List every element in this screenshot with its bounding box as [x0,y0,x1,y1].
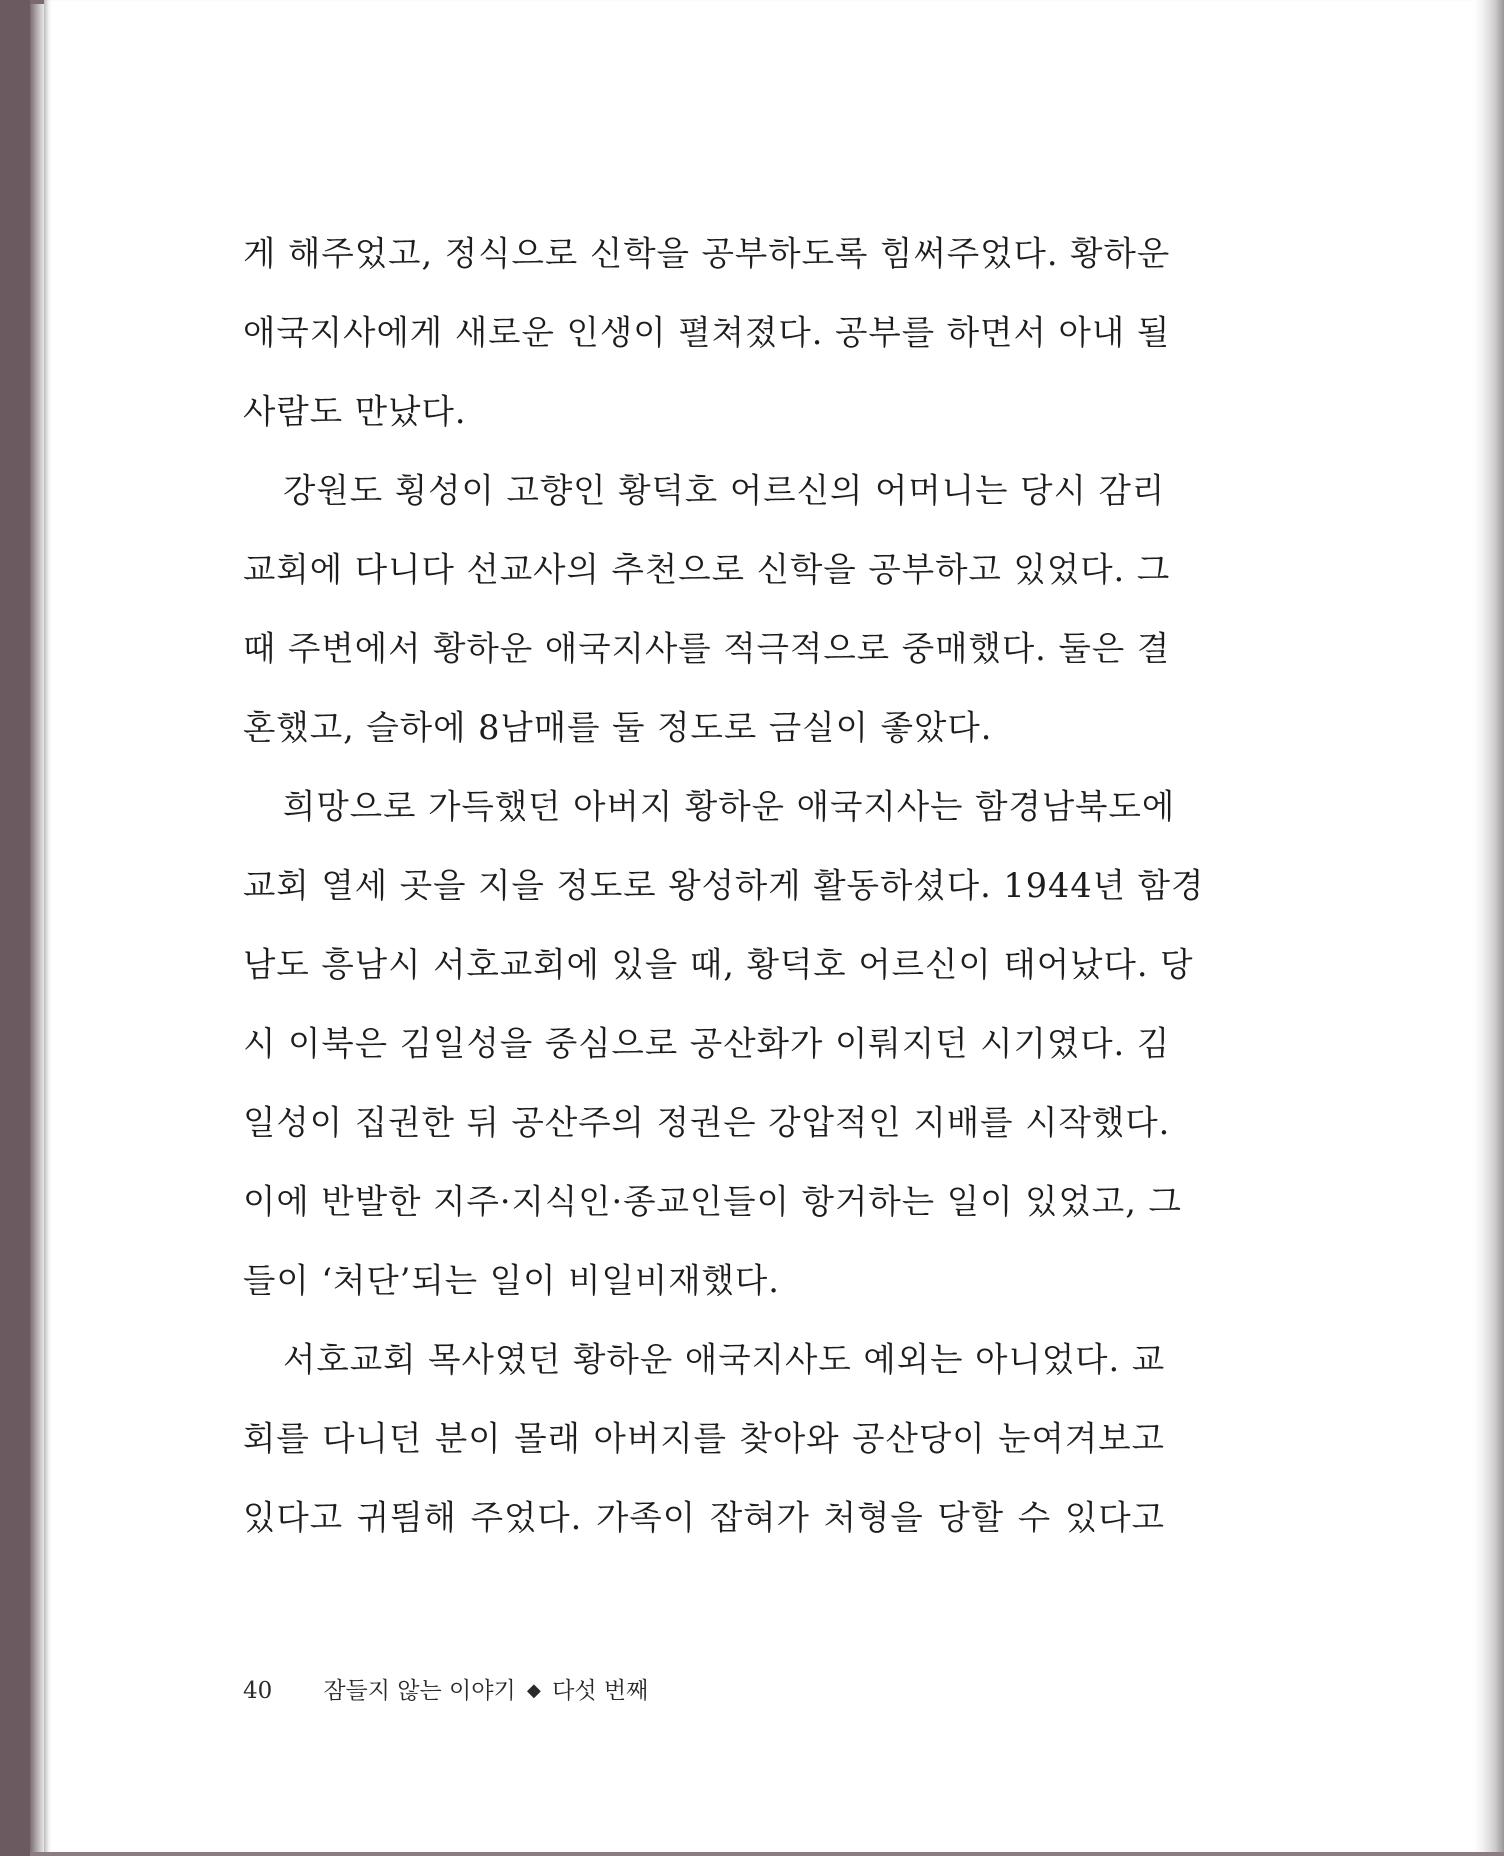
diamond-icon: ◆ [527,1680,541,1701]
text-line: 있다고 귀띔해 주었다. 가족이 잡혀가 처형을 당할 수 있다고 [243,1498,1165,1537]
text-line: 교회 열세 곳을 지을 정도로 왕성하게 활동하셨다. 1944년 함경 [243,866,1205,905]
text-line: 교회에 다니다 선교사의 추천으로 신학을 공부하고 있었다. 그 [243,550,1171,589]
body-text [243,222,1205,1565]
text-line: 시 이북은 김일성을 중심으로 공산화가 이뤄지던 시기였다. 김 [243,1024,1171,1063]
text-line: 일성이 집권한 뒤 공산주의 정권은 강압적인 지배를 시작했다. [243,1103,1171,1142]
page-footer [243,1672,648,1705]
page-number: 40 [243,1678,273,1704]
book-title: 잠들지 않는 이야기 [323,1678,516,1704]
text-line: 서호교회 목사였던 황하운 애국지사도 예외는 아니었다. 교 [283,1340,1166,1379]
page-right-edge [1474,0,1504,1856]
text-line: 혼했고, 슬하에 8남매를 둘 정도로 금실이 좋았다. [243,708,993,747]
text-line: 회를 다니던 분이 몰래 아버지를 찾아와 공산당이 눈여겨보고 [243,1419,1165,1458]
text-line: 강원도 횡성이 고향인 황덕호 어르신의 어머니는 당시 감리 [283,471,1166,510]
text-line: 사람도 만났다. [243,392,467,431]
text-line: 이에 반발한 지주·지식인·종교인들이 항거하는 일이 있었고, 그 [243,1182,1182,1221]
volume-label: 다섯 번째 [552,1678,649,1704]
text-line: 게 해주었고, 정식으로 신학을 공부하도록 힘써주었다. 황하운 [243,234,1171,273]
page-spine-edge [30,0,44,1856]
text-line: 들이 ‘처단’되는 일이 비일비재했다. [243,1261,780,1300]
text-line: 때 주변에서 황하운 애국지사를 적극적으로 중매했다. 둘은 결 [243,629,1171,668]
text-line: 희망으로 가득했던 아버지 황하운 애국지사는 함경남북도에 [283,787,1176,826]
page-bottom-edge [30,1852,1504,1856]
text-line: 애국지사에게 새로운 인생이 펼쳐졌다. 공부를 하면서 아내 될 [243,313,1171,352]
text-line: 남도 흥남시 서호교회에 있을 때, 황덕호 어르신이 태어났다. 당 [243,945,1194,984]
